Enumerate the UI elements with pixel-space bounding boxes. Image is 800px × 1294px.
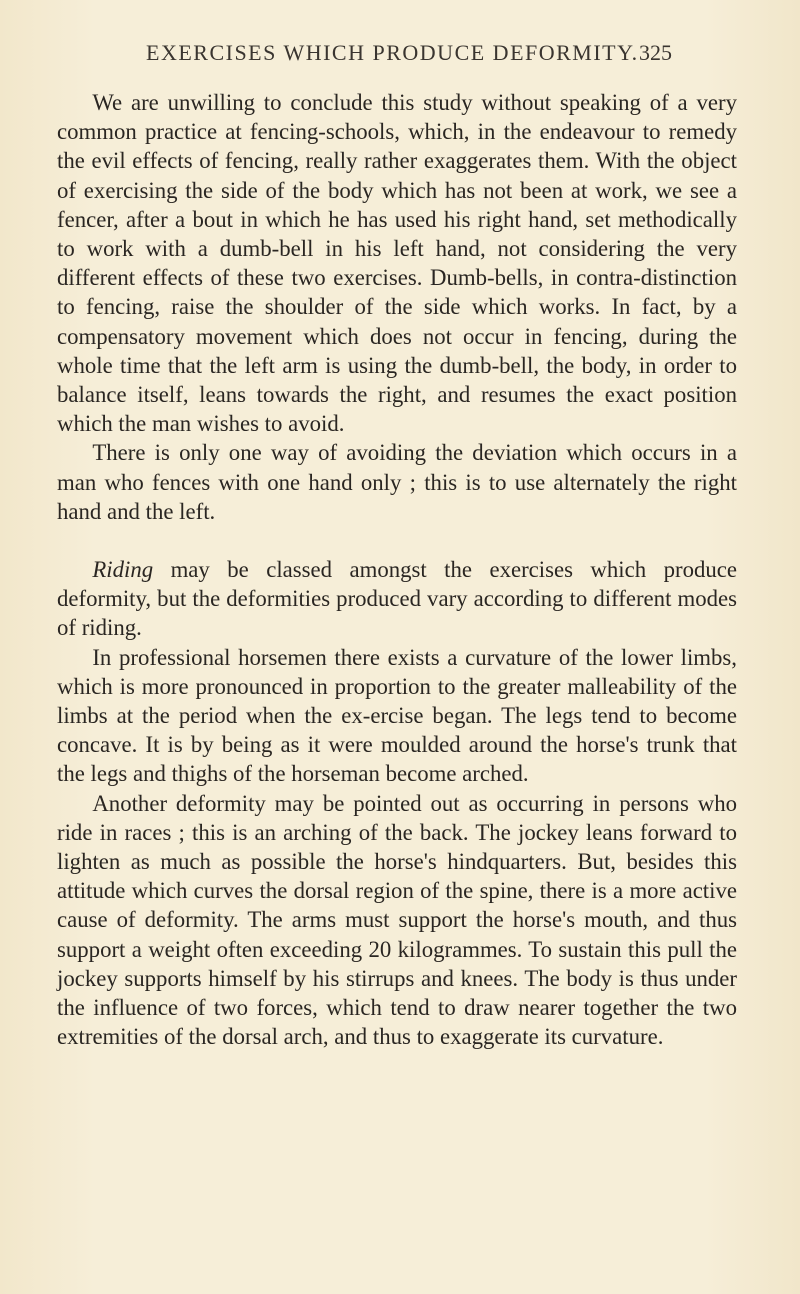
page-number: 325 [639, 40, 672, 65]
paragraph-professional-horsemen [57, 643, 737, 789]
body-text [57, 88, 737, 1052]
paragraph-text: There is only one way of avoiding the deviation which occurs in a man who fences with one hand only ; this is to use alternately the right hand and the left. [57, 440, 737, 524]
paragraph-text: may be classed amongst the exercises which produce deformity, but the deformities produced vary according to different modes of riding. [57, 557, 737, 641]
paragraph-jockey-deformity [57, 789, 737, 1052]
italic-term: Riding [92, 557, 154, 583]
paragraph-text: We are unwilling to conclude this study without speaking of a very common practice at fencing-schools, which, in the endeavour to remedy the evil effects of fencing, really rather exaggerates them. With the object of exercising the side of the body which has not been at work, we see a fencer, after a bout in which he has used his right hand, set methodically to work with a dumb-bell in his left hand, not considering the very different effects of these two exercises. Dumb-bells, in contra-distinction to fencing, raise the shoulder of the side which works. In fact, by a compensatory movement which does not occur in fencing, during the whole time that the left arm is using the dumb-bell, the body, in order to balance itself, leans towards the right, and resumes the exact position which the man wishes to avoid. [57, 90, 737, 437]
page-header [112, 40, 672, 76]
running-head: EXERCISES WHICH PRODUCE DEFORMITY. [146, 40, 639, 65]
paragraph-text: Another deformity may be pointed out as occurring in persons who ride in races ; this is an arching of the back. The jockey leans forward to lighten as much as possible the horse's hindquarters. But, besides this attitude which curves the dorsal region of the spine, there is a more active cause of deformity. The arms must support the horse's mouth, and thus support a weight often exceeding 20 kilogrammes. To sustain this pull the jockey supports himself by his stirrups and knees. The body is thus under the influence of two forces, which tend to draw nearer together the two extremities of the dorsal arch, and thus to exaggerate its curvature. [57, 790, 737, 1050]
paragraph-riding [57, 555, 737, 643]
paragraph-fencing-schools [57, 88, 737, 438]
paragraph-text: In professional horsemen there exists a curvature of the lower limbs, which is more pronounced in proportion to the greater malleability of the limbs at the period when the ex-ercise began. The legs tend to become concave. It is by being as it were moulded around the horse's trunk that the legs and thighs of the horseman become arched. [57, 644, 737, 787]
paragraph-avoiding-deviation [57, 438, 737, 526]
